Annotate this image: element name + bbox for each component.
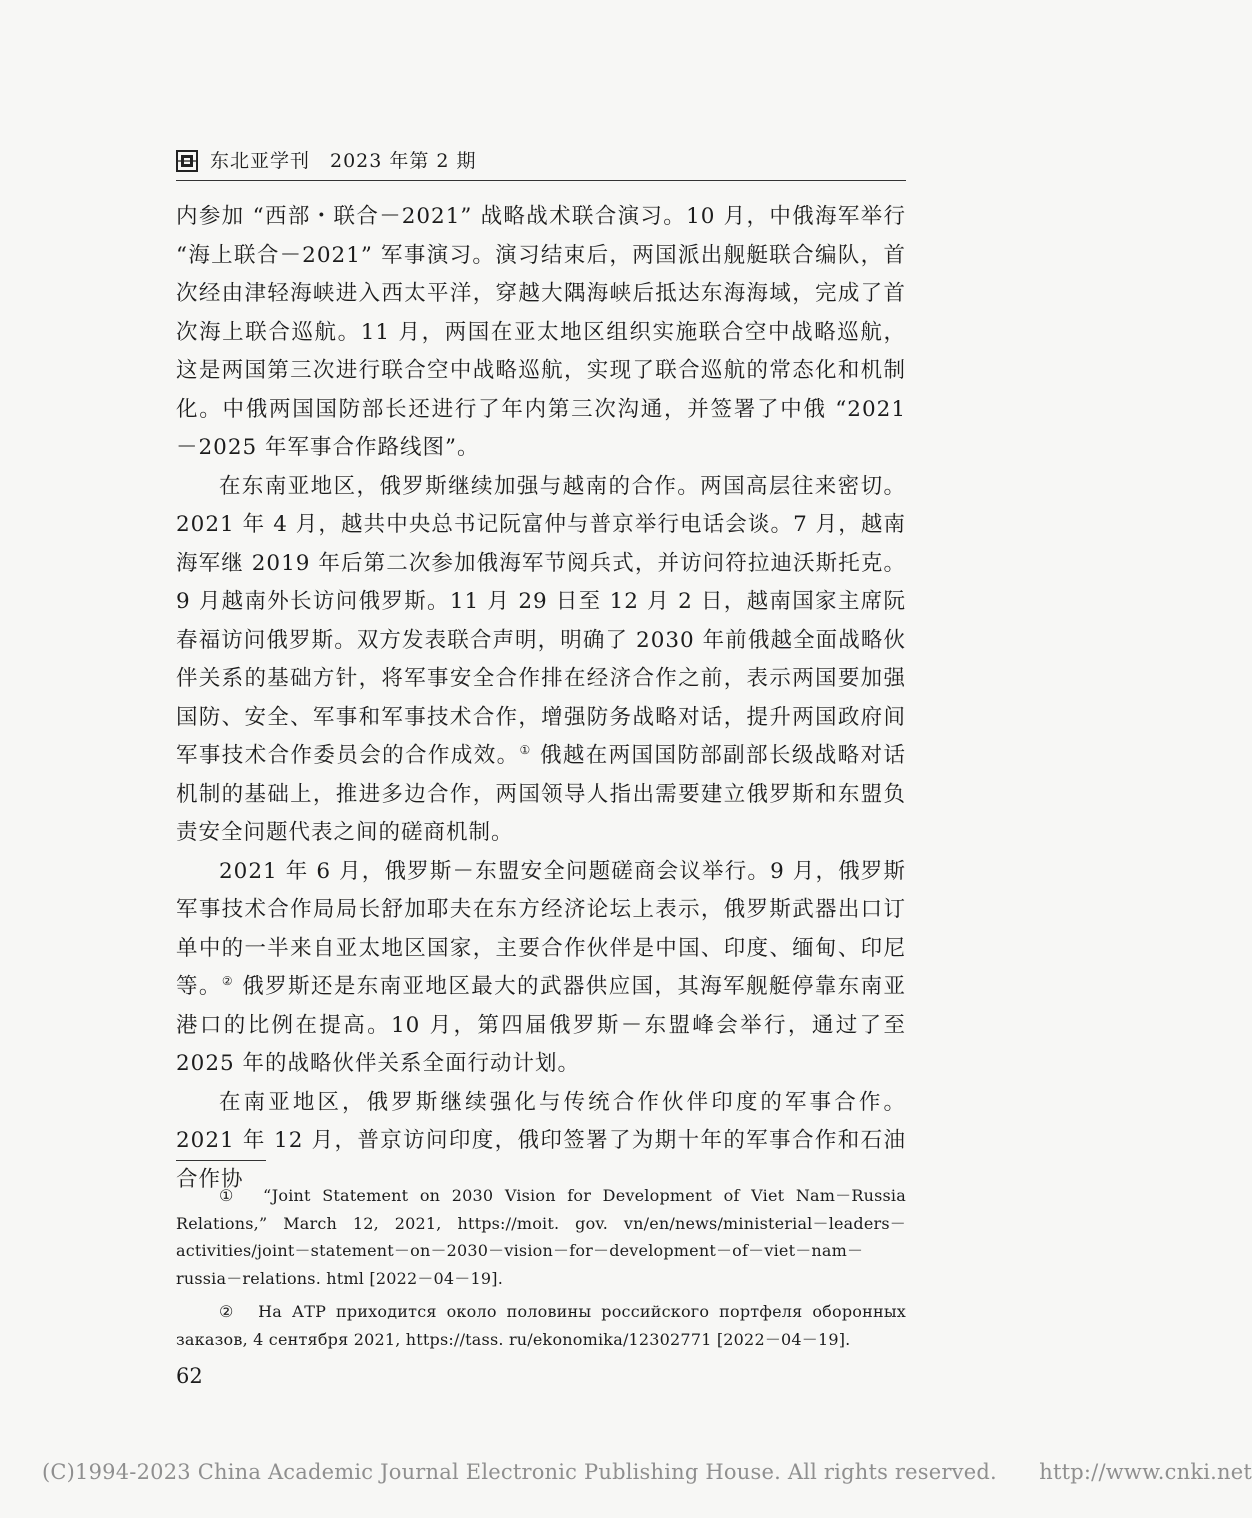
copyright-watermark: (C)1994-2023 China Academic Journal Electronic Publishing House. All rights reserved. http://www.cnki.net [42, 1460, 1252, 1484]
paragraph-2: 在东南亚地区，俄罗斯继续加强与越南的合作。两国高层往来密切。2021 年 4 月，越共中央总书记阮富仲与普京举行电话会谈。7 月，越南海军继 2019 年后第二次参加俄海军节阅兵式，并访问符拉迪沃斯托克。9 月越南外长访问俄罗斯。11 月 29 日至 12 月 2 日，越南国家主席阮春福访问俄罗斯。双方发表联合声明，明确了 2030 年前俄越全面战略伙伴关系的基础方针，将军事安全合作排在经济合作之前，表示两国要加强国防、安全、军事和军事技术合作，增强防务战略对话，提升两国政府间军事技术合作委员会的合作成效。① 俄越在两国国防部副部长级战略对话机制的基础上，推进多边合作，两国领导人指出需要建立俄罗斯和东盟负责安全问题代表之间的磋商机制。 [176, 473, 906, 845]
footnote-mark: ② [219, 1302, 239, 1321]
page-number: 62 [176, 1364, 203, 1388]
footnote-ref-1[interactable]: ① [519, 742, 532, 757]
paragraph-3: 2021 年 6 月，俄罗斯－东盟安全问题磋商会议举行。9 月，俄罗斯军事技术合作局局长舒加耶夫在东方经济论坛上表示，俄罗斯武器出口订单中的一半来自亚太地区国家，主要合作伙伴是中国、印度、缅甸、印尼等。② 俄罗斯还是东南亚地区最大的武器供应国，其海军舰艇停靠东南亚港口的比例在提高。10 月，第四届俄罗斯－东盟峰会举行，通过了至 2025 年的战略伙伴关系全面行动计划。 [176, 858, 906, 1076]
journal-logo-icon [176, 150, 198, 172]
footnote-ref-2[interactable]: ② [221, 973, 234, 988]
footnote-mark: ① [219, 1186, 240, 1205]
running-header [176, 148, 906, 180]
header-divider [176, 180, 906, 181]
footnote-1 [176, 1182, 906, 1292]
footnotes [176, 1182, 906, 1359]
footnote-text: “Joint Statement on 2030 Vision for Development of Viet Nam－Russia Relations,” March 12, 2021, https://moit. gov. vn/en/news/ministerial－leaders－activities/joint－statement－on－2030－vision－for－development－of－viet－nam－russia－relations. html [2022－04－19]. [176, 1186, 906, 1288]
journal-title: 东北亚学刊 2023 年第 2 期 [210, 150, 477, 172]
footnote-divider [176, 1160, 266, 1161]
article-body [176, 198, 906, 1199]
footnote-text: На АТР приходится около половины российского портфеля оборонных заказов, 4 сентября 2021, https://tass. ru/ekonomika/12302771 [2022－04－19]. [176, 1302, 906, 1349]
paragraph-4: 在南亚地区，俄罗斯继续强化与传统合作伙伴印度的军事合作。2021 年 12 月，普京访问印度，俄印签署了为期十年的军事合作和石油合作协 [176, 1089, 906, 1192]
footnote-2 [176, 1298, 906, 1353]
paragraph-1: 内参加 “西部・联合－2021” 战略战术联合演习。10 月，中俄海军举行 “海上联合－2021” 军事演习。演习结束后，两国派出舰艇联合编队，首次经由津轻海峡进入西太平洋，穿越大隅海峡后抵达东海海域，完成了首次海上联合巡航。11 月，两国在亚太地区组织实施联合空中战略巡航，这是两国第三次进行联合空中战略巡航，实现了联合巡航的常态化和机制化。中俄两国国防部长还进行了年内第三次沟通，并签署了中俄 “2021－2025 年军事合作路线图”。 [176, 204, 906, 460]
